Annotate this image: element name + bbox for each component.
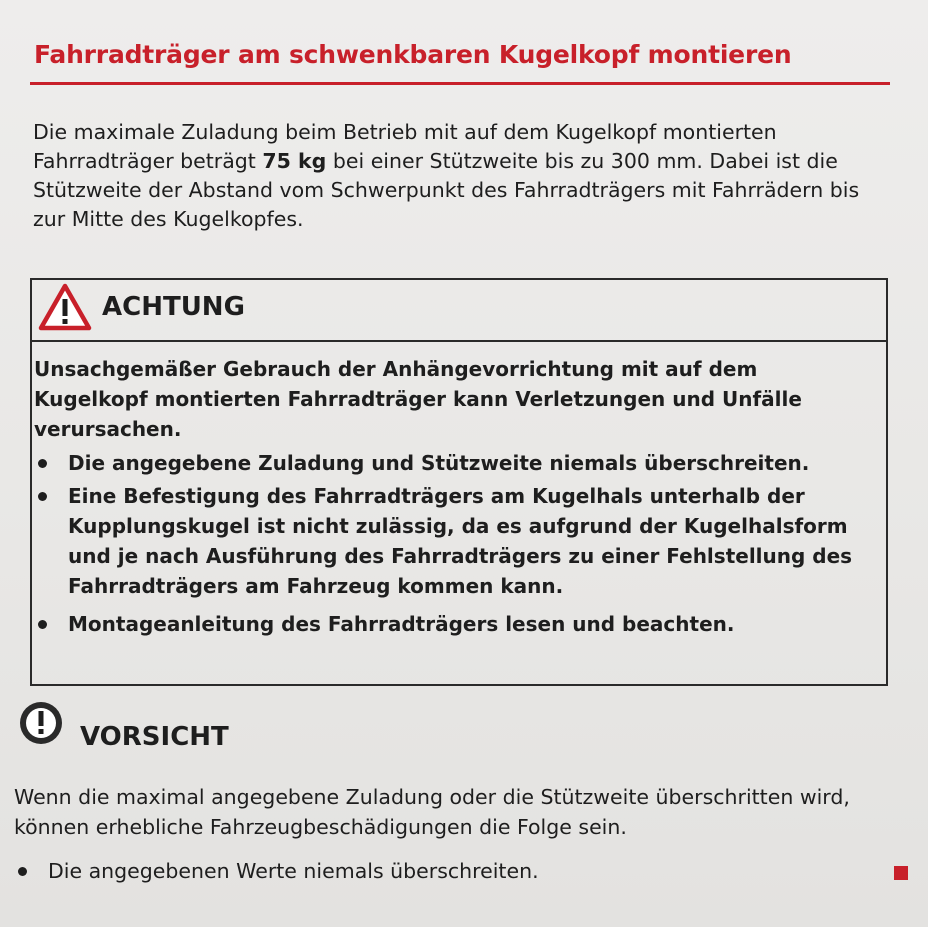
caution-body [14, 782, 894, 886]
warning-bullet [34, 448, 874, 478]
caution-bullet [14, 856, 894, 886]
caution-bullet-text: Die angegebenen Werte niemals überschreiten. [48, 859, 539, 883]
warning-title: ACHTUNG [102, 292, 245, 322]
warning-lead: Unsachgemäßer Gebrauch der Anhängevorrichtung mit auf dem Kugelkopf montierten Fahrradträger kann Verletzungen und Unfälle verursachen. [34, 357, 802, 441]
section-heading: Fahrradträger am schwenkbaren Kugelkopf montieren [34, 40, 792, 69]
section-end-marker [894, 866, 908, 880]
intro-text-1: Die maximale Zuladung beim Betrieb mit auf dem Kugelkopf montierten Fahrradträger beträgt [33, 120, 777, 173]
warning-bullet [34, 609, 874, 639]
caution-title: VORSICHT [80, 722, 229, 752]
warning-bullet-text: Eine Befestigung des Fahrradträgers am Kugelhals unterhalb der Kupplungskugel ist nicht zulässig, da es aufgrund der Kugelhalsform und je nach Ausführung des Fahrradträgers zu einer Fehlstellung des Fahrradträgers am Fahrzeug kommen kann. [68, 484, 853, 598]
heading-rule [30, 82, 890, 85]
warning-body [34, 354, 874, 639]
intro-emphasis: 75 kg [262, 149, 327, 173]
warning-bullet-text: Die angegebene Zuladung und Stützweite niemals überschreiten. [68, 451, 810, 475]
caution-text: Wenn die maximal angegebene Zuladung oder die Stützweite überschritten wird, können erhebliche Fahrzeugbeschädigungen die Folge sein. [14, 785, 850, 839]
intro-text-2: bei einer Stützweite bis zu 300 mm. Dabei ist die Stützweite der Abstand vom Schwerpunkt des Fahrradträgers mit Fahrrädern bis zur Mitte des Kugelkopfes. [33, 149, 860, 231]
warning-bullet-text: Montageanleitung des Fahrradträgers lesen und beachten. [68, 612, 735, 636]
warning-box [30, 278, 888, 686]
warning-header [32, 280, 886, 342]
bullet-dot [38, 459, 47, 468]
bullet-dot [38, 620, 47, 629]
bullet-dot [38, 492, 47, 501]
warning-bullet [34, 481, 874, 601]
bullet-dot [18, 867, 27, 876]
caution-circle-icon [18, 700, 64, 746]
warning-triangle-icon [38, 282, 92, 332]
intro-paragraph [33, 118, 893, 234]
